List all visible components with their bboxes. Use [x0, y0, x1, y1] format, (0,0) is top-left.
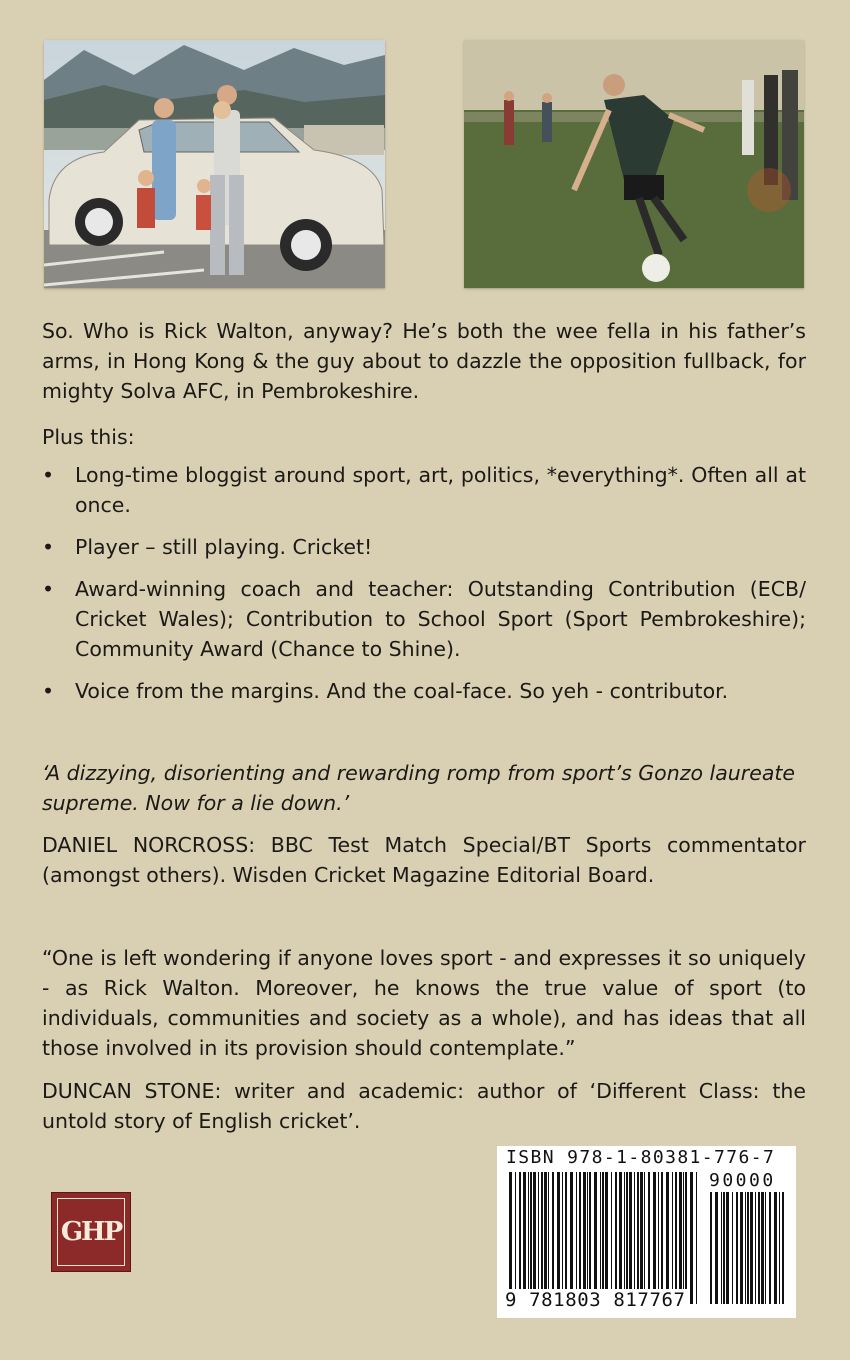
stone-quote: “One is left wondering if anyone loves sport - and expresses it so uniquely - as Rick Walton. Moreover, he knows the true value of sport (to individuals, communities and society as a whole), and has ideas that all those involved in its provision should contemplate.”: [42, 946, 806, 1060]
family-hong-kong-photo: [44, 40, 385, 288]
stone-attribution: DUNCAN STONE: writer and academic: author of ‘Different Class: the untold story of English cricket’.: [42, 1079, 806, 1133]
price-addon-digits: 90000: [709, 1170, 776, 1191]
norcross-quote: ‘A dizzying, disorienting and rewarding romp from sport’s Gonzo laureate supreme. Now for a lie down.’: [42, 761, 796, 815]
bullet-list: [42, 460, 806, 718]
norcross-attribution: DANIEL NORCROSS: BBC Test Match Special/BT Sports commentator (amongst others). Wisden Cricket Magazine Editorial Board.: [42, 833, 806, 887]
ean-digits: 9 781803 817767: [505, 1289, 686, 1311]
list-item: • Long-time bloggist around sport, art, politics, *everything*. Often all at once.: [42, 460, 806, 520]
publisher-logo-text: GHP: [57, 1198, 125, 1266]
isbn-barcode: [497, 1146, 796, 1318]
list-item: • Award-winning coach and teacher: Outstanding Contribution (ECB/ Cricket Wales); Contribution to School Sport (Sport Pembrokeshire); Community Award (Chance to Shine).: [42, 574, 806, 664]
addon-barcode-bars: [710, 1192, 788, 1304]
ean-barcode-bars: [509, 1172, 699, 1304]
isbn-number: ISBN 978-1-80381-776-7: [506, 1147, 776, 1168]
intro-paragraph: So. Who is Rick Walton, anyway? He’s both the wee fella in his father’s arms, in Hong Kong & the guy about to dazzle the opposition fullback, for mighty Solva AFC, in Pembrokeshire.: [42, 319, 806, 403]
list-item: • Voice from the margins. And the coal-face. So yeh - contributor.: [42, 676, 806, 706]
football-player-photo: [464, 40, 804, 288]
publisher-logo: [51, 1192, 131, 1272]
list-item: • Player – still playing. Cricket!: [42, 532, 806, 562]
plus-this-label: Plus this:: [42, 425, 135, 449]
